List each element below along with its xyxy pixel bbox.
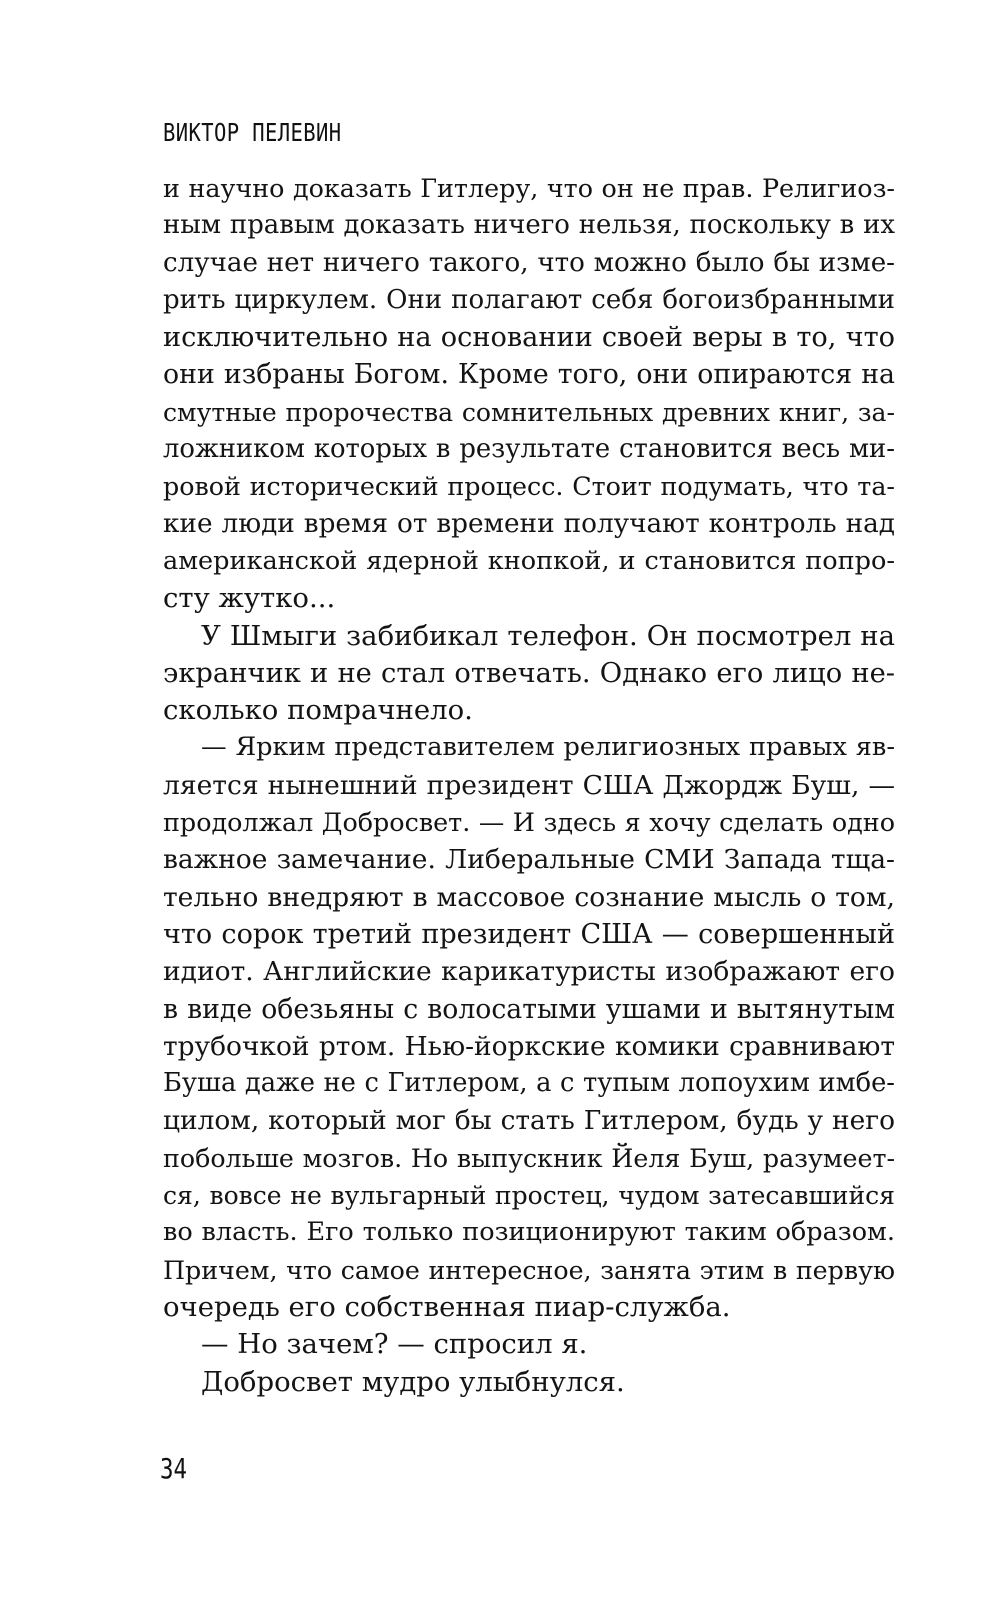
text-line: очередь его собственная пиар-служба. bbox=[163, 1290, 731, 1323]
text-line: Добросвет мудро улыбнулся. bbox=[201, 1365, 625, 1398]
text-line: сту жутко... bbox=[163, 582, 336, 615]
text-line: продолжал Добросвет. — И здесь я хочу сделать одно bbox=[163, 807, 895, 838]
text-line: экранчик и не стал отвечать. Однако его лицо не- bbox=[163, 657, 895, 689]
text-line: тельно внедряют в массовое сознание мысль о том, bbox=[163, 881, 895, 913]
text-line: случае нет ничего такого, что можно было бы изме- bbox=[163, 247, 895, 278]
text-line: они избраны Богом. Кроме того, они опираются на bbox=[163, 359, 895, 391]
text-line: ложником которых в результате становится весь ми- bbox=[163, 434, 895, 465]
page-number: 34 bbox=[160, 1452, 187, 1485]
text-line: Причем, что самое интересное, занята этим в первую bbox=[163, 1255, 895, 1285]
text-line: ровой исторический процесс. Стоит подумать, что та- bbox=[163, 471, 895, 502]
text-line: рить циркулем. Они полагают себя богоизбранными bbox=[163, 284, 895, 315]
text-line: — Ярким представителем религиозных правых яв- bbox=[201, 732, 895, 763]
body-text bbox=[163, 170, 895, 1401]
text-line: идиот. Английские карикатуристы изображают его bbox=[163, 956, 895, 988]
text-line: трубочкой ртом. Нью-йоркские комики сравнивают bbox=[163, 1030, 895, 1062]
text-line: сколько помрачнело. bbox=[163, 694, 473, 727]
text-line: ляется нынешний президент США Джордж Буш, — bbox=[163, 769, 895, 801]
text-line: У Шмыги забибикал телефон. Он посмотрел на bbox=[201, 619, 895, 652]
text-line: ным правым доказать ничего нельзя, поскольку в их bbox=[163, 210, 895, 241]
text-line: важное замечание. Либеральные СМИ Запада тща- bbox=[163, 844, 895, 876]
text-line: исключительно на основании своей веры в то, что bbox=[163, 322, 895, 354]
text-line: побольше мозгов. Но выпускник Йеля Буш, разумеет- bbox=[163, 1143, 895, 1173]
text-line: — Но зачем? — спросил я. bbox=[201, 1328, 588, 1361]
text-line: что сорок третий президент США — совершенный bbox=[163, 918, 895, 950]
text-line: кие люди время от времени получают контроль над bbox=[163, 508, 895, 539]
text-line: цилом, который мог бы стать Гитлером, будь у него bbox=[163, 1105, 895, 1137]
text-line: в виде обезьяны с волосатыми ушами и вытянутым bbox=[163, 993, 895, 1025]
text-line: смутные пророчества сомнительных древних книг, за- bbox=[163, 397, 895, 427]
running-head-author: ВИКТОР ПЕЛЕВИН bbox=[163, 118, 342, 147]
text-line: и научно доказать Гитлеру, что он не прав. Религиоз- bbox=[163, 173, 895, 203]
text-line: во власть. Его только позиционируют таким образом. bbox=[163, 1217, 895, 1248]
text-line: ся, вовсе не вульгарный простец, чудом затесавшийся bbox=[163, 1181, 895, 1211]
text-line: Буша даже не с Гитлером, а с тупым лопоухим имбе- bbox=[163, 1068, 895, 1099]
text-line: американской ядерной кнопкой, и становится попро- bbox=[163, 545, 895, 576]
